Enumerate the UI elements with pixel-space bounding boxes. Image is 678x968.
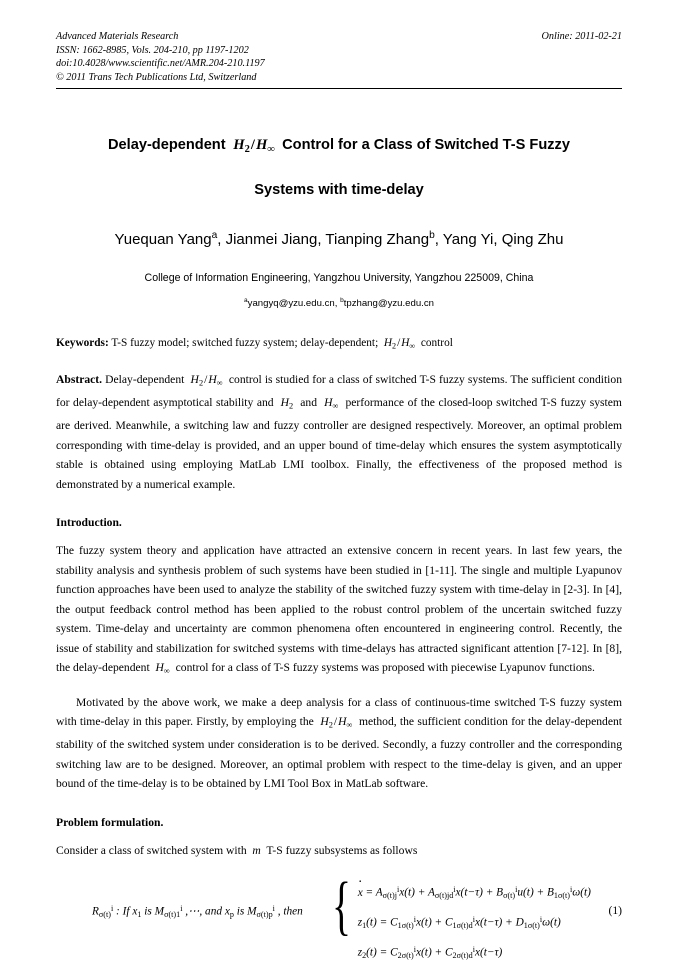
equation-1-line-1: · $x = A_{\sigma(t)j}^ix(t) + A_{\sigma(t)jd}^ix(t-\tau) + B_{\sigma(t)}^iu(t) + B_{1\sigma(t)}^i\omega(t)$ bbox=[358, 878, 591, 908]
email-mark-b: b bbox=[340, 296, 344, 304]
equation-1-condition: $R_{\sigma(t)}^i$ : If $x_1$ is $M_{\sigma(t)1}^i$ ,⋯, and $x_p$ is $M_{\sigma(t)p}^i$ , then bbox=[92, 904, 303, 920]
problem-paragraph bbox=[56, 841, 622, 861]
intro-text-2-pre: Motivated by the above work, we make a deep analysis for a class of continuous-time switched T-S fuzzy system with time-delay in this paper. Firstly, by employing the bbox=[56, 695, 622, 729]
equation-1-line-3: $z_2(t) = C_{2\sigma(t)}^ix(t) + C_{2\sigma(t)d}^ix(t-\tau)$ bbox=[357, 945, 503, 960]
keywords-math-h2-hinf: $H_2/H_\infty$ bbox=[381, 337, 416, 351]
abstract-text-3: and bbox=[300, 396, 318, 410]
email-mark-a: a bbox=[244, 296, 248, 304]
page-header bbox=[56, 30, 622, 84]
keywords-label: Keywords: bbox=[56, 337, 109, 350]
abstract-text-4: performance of the closed-loop switched T-S fuzzy system are derived. Meanwhile, a switching law and fuzzy controller are designed respectively. Moreover, an optimal problem corresponding with time-delay is provided, and an upper bound of time-delay which ensures the system asymptotically stable is obtained using employing MatLab LMI toolbox. Finally, the effectiveness of the proposed method is demonstrated by a numerical example. bbox=[56, 396, 622, 491]
author-emails bbox=[56, 297, 622, 309]
email-b: tpzhang@yzu.edu.cn bbox=[343, 298, 434, 310]
introduction-paragraph-2 bbox=[56, 693, 622, 794]
problem-text-post: T-S fuzzy subsystems as follows bbox=[266, 843, 418, 857]
issn-line: ISSN: 1662-8985, Vols. 204-210, pp 1197-1202 bbox=[56, 44, 249, 56]
intro-math-h2-hinf: $H_2/H_\infty$ bbox=[317, 715, 353, 730]
problem-text-pre: Consider a class of switched system with bbox=[56, 843, 247, 857]
intro-math-hinf: $H_\infty$ bbox=[152, 661, 170, 676]
author-list: Yuequan Yang$^a$, Jianmei Jiang, Tianping Zhang$^b$, Yang Yi, Qing Zhu bbox=[114, 229, 564, 248]
equation-1 bbox=[56, 869, 622, 960]
doi-line: doi:10.4028/www.scientific.net/AMR.204-210.1197 bbox=[56, 58, 265, 69]
keywords-line bbox=[56, 335, 622, 354]
equation-brace: { bbox=[332, 869, 352, 943]
section-heading-introduction: Introduction. bbox=[56, 516, 122, 530]
abstract-math-hinf: $H_\infty$ bbox=[320, 396, 339, 411]
intro-text-1: The fuzzy system theory and application have attracted an extensive concern in recent years. In last few years, the stability analysis and synthesis problem of such systems have been studied in [1-11]. The single and multiple Lyapunov function approaches have been used to analyze the stability of the switched fuzzy system with time-delay in [2-3]. In [4], the output feedback control method has been applied to the robust control problem of the uncertain switched fuzzy system. Time-delay and uncertainty are common phenomena often encountered in engineering control. Recently, the issue of stability and stabilization for switched systems with time-delays has attracted significant attention [7-12]. In [8], the delay-dependent bbox=[56, 544, 622, 675]
problem-math-m: m bbox=[249, 843, 264, 857]
introduction-paragraph-1 bbox=[56, 541, 622, 681]
page-title bbox=[56, 135, 622, 160]
abstract-text-2: control is studied for a class of switched T-S fuzzy systems. The sufficient condition for delay-dependent asymptotical stability and bbox=[56, 373, 622, 410]
equation-1-number: (1) bbox=[608, 904, 622, 918]
copyright-line: © 2011 Trans Tech Publications Ltd, Switzerland bbox=[56, 71, 257, 83]
keywords-text-post: control bbox=[420, 337, 453, 350]
abstract-label: Abstract. bbox=[56, 373, 103, 387]
page-title-line2: Systems with time-delay bbox=[254, 181, 424, 198]
online-date: Online: 2011-02-21 bbox=[541, 31, 622, 42]
equation-1-system bbox=[332, 869, 591, 968]
abstract-math-h2: $H_2$ bbox=[277, 396, 294, 411]
author-mark-a: a bbox=[211, 229, 218, 241]
abstract-paragraph bbox=[56, 370, 622, 494]
journal-name: Advanced Materials Research bbox=[56, 31, 179, 42]
header-divider bbox=[56, 88, 622, 89]
email-a: yangyq@yzu.edu.cn, bbox=[247, 298, 338, 310]
title-part-1: Delay-dependent bbox=[108, 137, 226, 153]
title-part-2: Control for a Class of Switched T-S Fuzzy bbox=[282, 137, 570, 153]
intro-text-1-cont: control for a class of T-S fuzzy systems was proposed with piecewise Lyapunov functions. bbox=[175, 661, 595, 675]
title-math-h2-hinf: $H_2/H_\infty$ bbox=[229, 137, 275, 155]
abstract-math-h2-hinf: $H_2/H_\infty$ bbox=[187, 373, 223, 388]
keywords-text: T-S fuzzy model; switched fuzzy system; delay-dependent; bbox=[111, 337, 379, 350]
intro-text-2-post: method, the sufficient condition for the delay-dependent stability of the switched system under consideration is to be derived. Secondly, a fuzzy controller and the corresponding switching law are to be designed. Moreover, an optimal problem with respect to the time-delay is given, and an upper bound of the time-delay is to be obtained by LMI Tool Box in MatLab software. bbox=[56, 715, 623, 791]
abstract-text-1: Delay-dependent bbox=[105, 373, 185, 387]
affiliation: College of Information Engineering, Yangzhou University, Yangzhou 225009, China bbox=[144, 271, 534, 284]
author-mark-b: b bbox=[429, 229, 435, 241]
equation-1-line-2: $z_1(t) = C_{1\sigma(t)}^ix(t) + C_{1\sigma(t)d}^ix(t-\tau) + D_{1\sigma(t)}^i\omega(t)$ bbox=[357, 915, 561, 931]
section-heading-problem-formulation: Problem formulation. bbox=[56, 815, 164, 829]
